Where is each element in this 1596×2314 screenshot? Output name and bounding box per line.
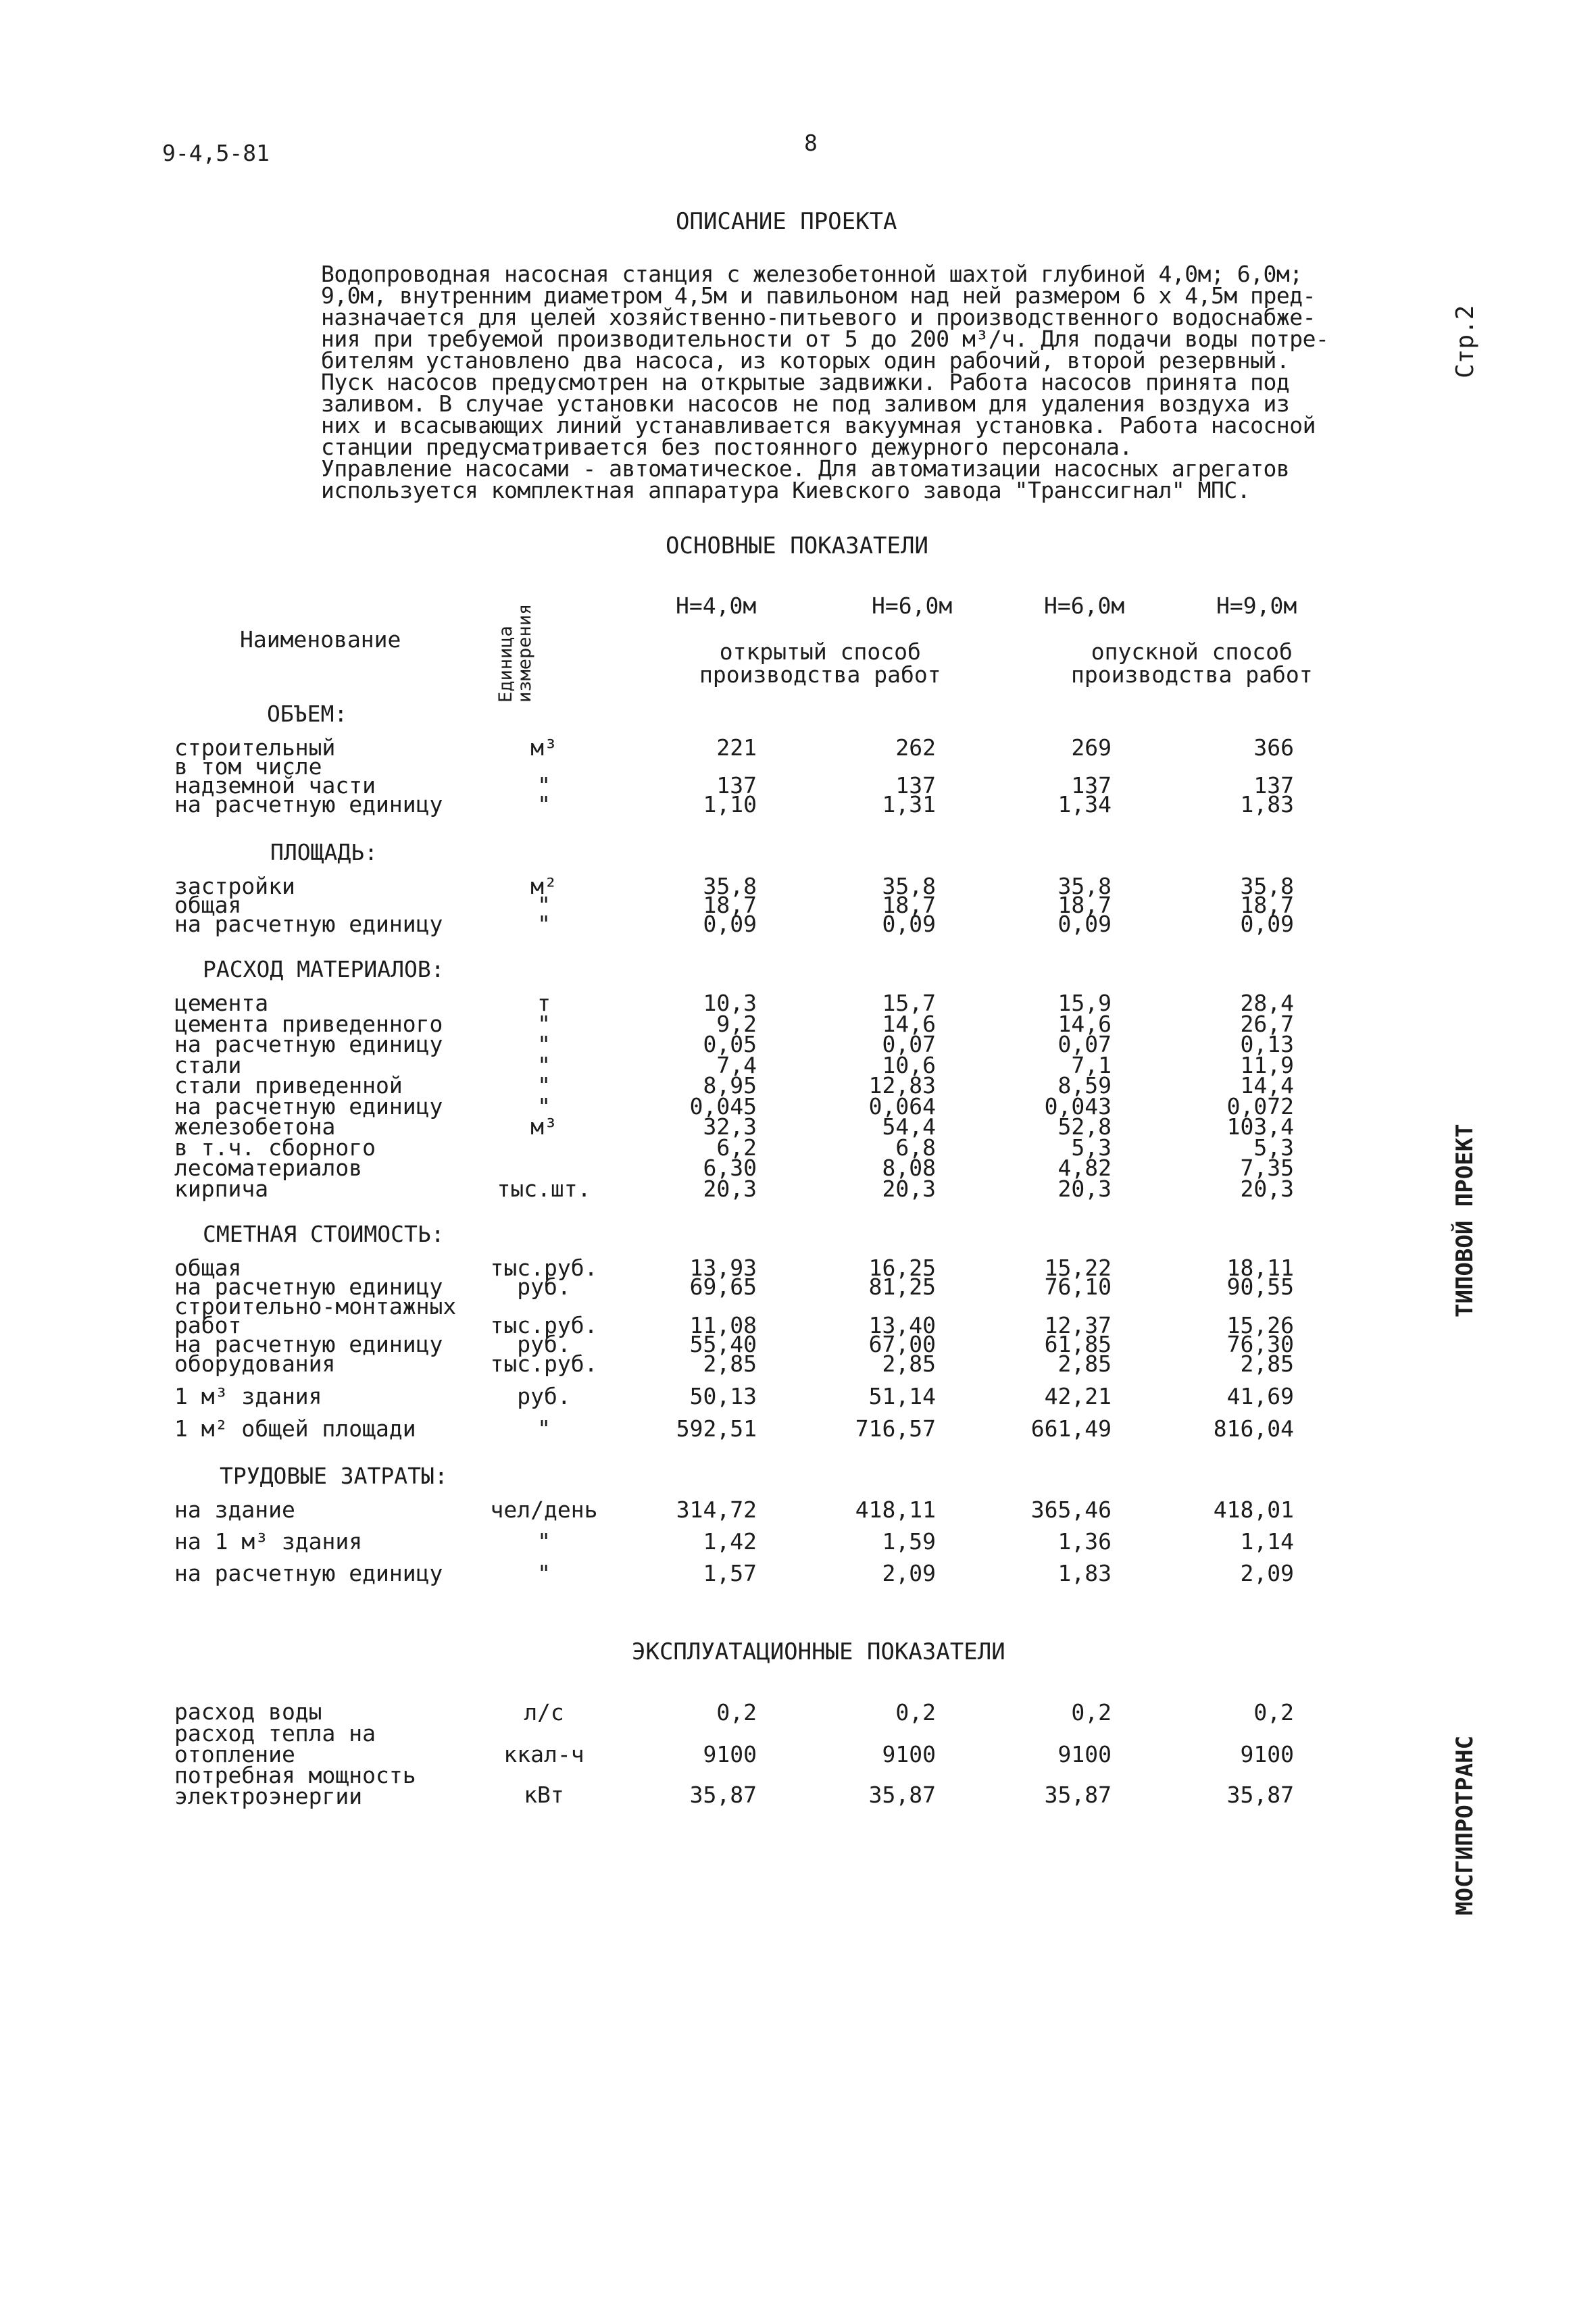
row-value: 2,85: [882, 1350, 936, 1377]
row-name: железобетона: [174, 1113, 336, 1140]
row-value: 20,3: [882, 1175, 936, 1202]
row-value: 15,9: [1057, 990, 1112, 1016]
op-row-name: расход тепла на отопление: [174, 1720, 376, 1767]
op-row-unit: ккал-ч: [503, 1741, 584, 1767]
row-value: 366: [1253, 734, 1294, 761]
row-name: застройки: [174, 873, 295, 899]
row-unit: ": [537, 1010, 551, 1037]
op-row-unit: л/с: [524, 1699, 564, 1726]
row-value: 16,25: [868, 1255, 936, 1281]
row-value: 0,043: [1044, 1092, 1112, 1120]
row-value: 1,83: [1057, 1560, 1112, 1586]
row-unit: ": [537, 791, 551, 818]
row-value: 0,13: [1240, 1031, 1294, 1057]
method-sinking: опускной способ производства работ: [1071, 638, 1313, 688]
row-value: 18,11: [1226, 1255, 1294, 1281]
method-open: открытый способ производства работ: [699, 638, 941, 688]
row-name: стали приведенной: [174, 1072, 403, 1099]
row-name: оборудования: [174, 1350, 336, 1377]
row-value: 137: [716, 772, 757, 799]
row-value: 0,09: [703, 911, 757, 937]
row-value: 52,8: [1057, 1113, 1112, 1140]
row-value: 716,57: [855, 1415, 936, 1442]
row-name: на расчетную единицу: [174, 1031, 443, 1057]
op-row-value: 35,87: [689, 1782, 757, 1808]
row-unit: ": [537, 1051, 551, 1078]
op-row-name: потребная мощность электроэнергии: [174, 1762, 416, 1809]
row-value: 2,85: [703, 1350, 757, 1377]
row-value: 592,51: [676, 1415, 757, 1442]
row-value: 1,31: [882, 791, 936, 818]
row-name: строительный: [174, 734, 336, 761]
row-value: 314,72: [676, 1496, 757, 1523]
operational-title: ЭКСПЛУАТАЦИОННЫЕ ПОКАЗАТЕЛИ: [632, 1638, 1005, 1665]
row-name: на расчетную единицу: [174, 1560, 443, 1586]
row-value: 1,36: [1057, 1528, 1112, 1555]
row-name: цемента: [174, 990, 269, 1016]
row-value: 262: [895, 734, 936, 761]
row-unit: м²: [530, 873, 557, 899]
side-project-type: ТИПОВОЙ ПРОЕКТ: [1451, 1124, 1478, 1317]
row-unit: м³: [530, 734, 557, 761]
op-row-value: 35,87: [1044, 1782, 1112, 1808]
row-value: 269: [1071, 734, 1112, 761]
row-unit: руб.: [517, 1274, 571, 1301]
row-name: надземной части: [174, 772, 376, 799]
row-unit: ": [537, 1560, 551, 1586]
row-value: 0,064: [868, 1092, 936, 1120]
description-line: назначается для целей хозяйственно-питьевого и производственного водоснабже-: [321, 304, 1316, 330]
op-row-value: 9100: [1240, 1741, 1294, 1767]
row-value: 4,82: [1057, 1155, 1112, 1181]
row-value: 15,22: [1044, 1255, 1112, 1281]
row-value: 0,09: [1240, 911, 1294, 937]
row-name: общая: [174, 1255, 242, 1281]
row-value: 55,40: [689, 1331, 757, 1358]
col-header-name: Наименование: [240, 626, 401, 653]
row-value: 35,8: [1057, 873, 1112, 899]
row-value: 35,8: [703, 873, 757, 899]
description-line: Управление насосами - автоматическое. Для автоматизации насосных агрегатов: [321, 455, 1290, 482]
row-value: 35,8: [1240, 873, 1294, 899]
description-line: Пуск насосов предусмотрен на открытые задвижки. Работа насосов принята под: [321, 369, 1290, 395]
row-value: 13,40: [868, 1311, 936, 1338]
description-line: бителям установлено два насоса, из которых один рабочий, второй резервный.: [321, 347, 1290, 374]
row-value: 6,2: [716, 1134, 757, 1161]
row-value: 10,3: [703, 990, 757, 1016]
op-row-value: 9100: [703, 1741, 757, 1767]
row-value: 0,07: [1057, 1031, 1112, 1057]
row-value: 18,7: [882, 892, 936, 918]
row-value: 6,8: [895, 1134, 936, 1161]
row-name: 1 м³ здания: [174, 1382, 322, 1409]
description-line: 9,0м, внутренним диаметром 4,5м и павильоном над ней размером 6 х 4,5м пред-: [321, 282, 1316, 309]
op-row-name: расход воды: [174, 1699, 322, 1725]
row-unit: м³: [530, 1113, 557, 1140]
row-name: общая: [174, 892, 242, 918]
row-value: 26,7: [1240, 1010, 1294, 1037]
row-value: 816,04: [1213, 1415, 1294, 1442]
depth-header: Н=4,0м: [676, 593, 757, 619]
row-value: 15,7: [882, 990, 936, 1016]
row-value: 10,6: [882, 1051, 936, 1078]
row-unit: чел/день: [490, 1496, 598, 1523]
row-name: на расчетную единицу: [174, 1331, 443, 1358]
row-value: 0,05: [703, 1031, 757, 1057]
row-value: 1,57: [703, 1560, 757, 1586]
row-name: лесоматериалов: [174, 1155, 363, 1181]
row-value: 11,08: [689, 1311, 757, 1338]
row-value: 14,6: [1057, 1010, 1112, 1037]
op-row-value: 9100: [1057, 1741, 1112, 1767]
row-value: 1,34: [1057, 791, 1112, 818]
row-value: 0,045: [689, 1092, 757, 1120]
row-value: 41,69: [1226, 1382, 1294, 1409]
row-value: 28,4: [1240, 990, 1294, 1016]
row-unit: тыс.шт.: [497, 1175, 591, 1202]
row-value: 5,3: [1253, 1134, 1294, 1161]
row-unit: ": [537, 772, 551, 799]
indicators-title: ОСНОВНЫЕ ПОКАЗАТЕЛИ: [666, 532, 928, 559]
row-value: 50,13: [689, 1382, 757, 1409]
row-value: 0,09: [1057, 911, 1112, 937]
row-value: 0,09: [882, 911, 936, 937]
row-value: 7,35: [1240, 1155, 1294, 1181]
row-value: 661,49: [1030, 1415, 1112, 1442]
depth-header: Н=9,0м: [1216, 593, 1297, 619]
row-value: 5,3: [1071, 1134, 1112, 1161]
section-heading: РАСХОД МАТЕРИАЛОВ:: [203, 956, 445, 982]
row-value: 12,83: [868, 1072, 936, 1099]
side-organization: МОСГИПРОТРАНС: [1451, 1735, 1478, 1915]
description-line: Водопроводная насосная станция с железобетонной шахтой глубиной 4,0м; 6,0м;: [321, 261, 1303, 287]
description-line: них и всасывающих линий устанавливается вакуумная установка. Работа насосной: [321, 412, 1316, 438]
op-row-value: 0,2: [1253, 1699, 1294, 1726]
row-unit: ": [537, 1415, 551, 1442]
row-unit: ": [537, 1528, 551, 1555]
row-value: 14,6: [882, 1010, 936, 1037]
row-value: 221: [716, 734, 757, 761]
row-unit: ": [537, 1031, 551, 1057]
row-value: 1,42: [703, 1528, 757, 1555]
col-header-unit: Единица измерения: [495, 603, 535, 703]
row-name: стали: [174, 1051, 242, 1078]
row-value: 11,9: [1240, 1051, 1294, 1078]
row-value: 1,83: [1240, 791, 1294, 818]
row-unit: ": [537, 1072, 551, 1099]
row-value: 2,09: [1240, 1560, 1294, 1586]
row-value: 137: [895, 772, 936, 799]
row-name: на расчетную единицу: [174, 1274, 443, 1301]
row-value: 0,07: [882, 1031, 936, 1057]
row-name: в т.ч. сборного: [174, 1134, 376, 1161]
document-code: 9-4,5-81: [162, 140, 270, 166]
row-name: на расчетную единицу: [174, 791, 443, 818]
section-heading: ТРУДОВЫЕ ЗАТРАТЫ:: [220, 1463, 448, 1489]
row-value: 51,14: [868, 1382, 936, 1409]
row-value: 8,59: [1057, 1072, 1112, 1099]
row-name: кирпича: [174, 1175, 269, 1202]
row-value: 7,4: [716, 1051, 757, 1078]
row-value: 418,01: [1213, 1496, 1294, 1523]
row-value: 2,09: [882, 1560, 936, 1586]
row-value: 54,4: [882, 1113, 936, 1140]
row-name: на здание: [174, 1496, 295, 1523]
row-value: 81,25: [868, 1274, 936, 1301]
depth-header: Н=6,0м: [872, 593, 953, 619]
row-value: 6,30: [703, 1155, 757, 1181]
row-name: в том числе: [174, 753, 322, 780]
op-row-value: 0,2: [895, 1699, 936, 1726]
row-value: 42,21: [1044, 1382, 1112, 1409]
row-value: 18,7: [1240, 892, 1294, 918]
row-name: цемента приведенного: [174, 1010, 443, 1037]
row-unit: руб.: [517, 1382, 571, 1409]
row-value: 69,65: [689, 1274, 757, 1301]
op-row-value: 0,2: [1071, 1699, 1112, 1726]
description-line: заливом. В случае установки насосов не под заливом для удаления воздуха из: [321, 391, 1290, 417]
row-name: работ: [174, 1311, 242, 1338]
depth-header: Н=6,0м: [1044, 593, 1125, 619]
row-value: 365,46: [1030, 1496, 1112, 1523]
op-row-value: 35,87: [868, 1782, 936, 1808]
row-unit: ": [537, 892, 551, 918]
row-value: 35,8: [882, 873, 936, 899]
row-value: 90,55: [1226, 1274, 1294, 1301]
row-value: 76,10: [1044, 1274, 1112, 1301]
page-number: 8: [804, 130, 818, 156]
row-name: 1 м² общей площади: [174, 1415, 416, 1442]
row-value: 32,3: [703, 1113, 757, 1140]
row-value: 1,14: [1240, 1528, 1294, 1555]
row-value: 2,85: [1057, 1350, 1112, 1377]
op-row-value: 35,87: [1226, 1782, 1294, 1808]
row-unit: руб.: [517, 1331, 571, 1358]
row-value: 7,1: [1071, 1051, 1112, 1078]
description-line: используется комплектная аппаратура Киевского завода "Транссигнал" МПС.: [321, 477, 1251, 503]
row-value: 1,10: [703, 791, 757, 818]
section-title: ОПИСАНИЕ ПРОЕКТА: [676, 208, 897, 235]
row-unit: т: [537, 990, 551, 1016]
row-value: 418,11: [855, 1496, 936, 1523]
row-name: на 1 м³ здания: [174, 1528, 363, 1555]
description-line: ния при требуемой производительности от 5 до 200 м³/ч. Для подачи воды потре-: [321, 326, 1329, 352]
row-name: на расчетную единицу: [174, 911, 443, 937]
row-value: 8,95: [703, 1072, 757, 1099]
row-value: 61,85: [1044, 1331, 1112, 1358]
row-unit: ": [537, 911, 551, 937]
row-value: 2,85: [1240, 1350, 1294, 1377]
row-unit: тыс.руб.: [490, 1311, 598, 1338]
row-unit: тыс.руб.: [490, 1255, 598, 1281]
row-value: 18,7: [1057, 892, 1112, 918]
row-name: строительно-монтажных: [174, 1292, 457, 1319]
op-row-value: 9100: [882, 1741, 936, 1767]
description-text: [321, 263, 1348, 501]
row-value: 137: [1253, 772, 1294, 799]
op-row-unit: кВт: [524, 1782, 564, 1808]
row-value: 13,93: [689, 1255, 757, 1281]
row-value: 0,072: [1226, 1092, 1294, 1120]
row-value: 67,00: [868, 1331, 936, 1358]
row-value: 9,2: [716, 1010, 757, 1037]
row-value: 103,4: [1226, 1113, 1294, 1140]
description-line: станции предусматривается без постоянного дежурного персонала.: [321, 434, 1132, 460]
side-page-label: Стр.2: [1451, 305, 1479, 378]
row-value: 15,26: [1226, 1311, 1294, 1338]
row-value: 20,3: [1057, 1175, 1112, 1202]
section-heading: ПЛОЩАДЬ:: [270, 839, 378, 865]
row-value: 14,4: [1240, 1072, 1294, 1099]
row-value: 12,37: [1044, 1311, 1112, 1338]
row-value: 76,30: [1226, 1331, 1294, 1358]
row-value: 18,7: [703, 892, 757, 918]
row-name: на расчетную единицу: [174, 1092, 443, 1120]
row-value: 1,59: [882, 1528, 936, 1555]
row-unit: тыс.руб.: [490, 1350, 598, 1377]
section-heading: ОБЪЕМ:: [267, 701, 348, 727]
section-heading: СМЕТНАЯ СТОИМОСТЬ:: [203, 1221, 445, 1247]
op-row-value: 0,2: [716, 1699, 757, 1726]
row-unit: ": [537, 1092, 551, 1120]
row-value: 137: [1071, 772, 1112, 799]
row-value: 20,3: [1240, 1175, 1294, 1202]
row-value: 20,3: [703, 1175, 757, 1202]
row-value: 8,08: [882, 1155, 936, 1181]
